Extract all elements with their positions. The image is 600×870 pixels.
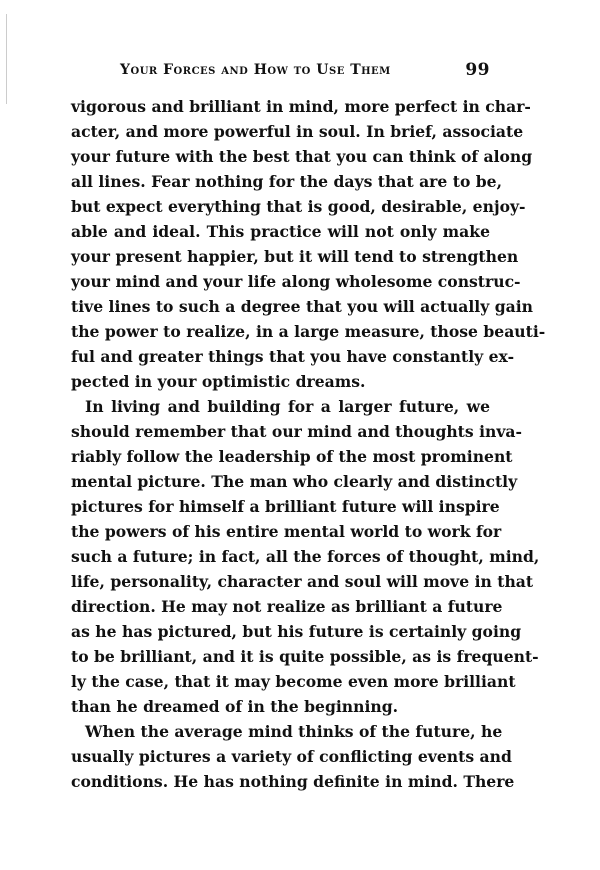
text-line: direction. He may not realize as brilliant a future xyxy=(71,597,503,616)
scan-margin-mark xyxy=(6,14,7,104)
text-line: all lines. Fear nothing for the days that are to be, xyxy=(71,172,503,191)
running-header xyxy=(120,60,490,84)
text-line: pictures for himself a brilliant future will inspire xyxy=(71,497,500,516)
text-line: as he has pictured, but his future is certainly going xyxy=(71,622,522,641)
text-line: the powers of his entire mental world to work for xyxy=(71,522,502,541)
page-number: 99 xyxy=(465,60,490,80)
text-line: pected in your optimistic dreams. xyxy=(71,372,366,391)
text-line: riably follow the leadership of the most prominent xyxy=(71,447,513,466)
running-title: Your Forces and How to Use Them xyxy=(120,62,391,78)
text-line: ly the case, that it may become even more brilliant xyxy=(71,672,516,691)
text-line: such a future; in fact, all the forces of thought, mind, xyxy=(71,547,540,566)
text-line: able and ideal. This practice will not only make xyxy=(71,222,490,241)
text-line: should remember that our mind and thoughts inva- xyxy=(71,422,522,441)
text-line: conditions. He has nothing definite in mind. There xyxy=(71,772,515,791)
text-line: your mind and your life along wholesome construc- xyxy=(71,272,521,291)
text-line: but expect everything that is good, desirable, enjoy- xyxy=(71,197,526,216)
text-line: usually pictures a variety of conflicting events and xyxy=(71,747,512,766)
text-line: to be brilliant, and it is quite possible, as is frequent- xyxy=(71,647,539,666)
text-line: your present happier, but it will tend to strengthen xyxy=(71,247,519,266)
page-body xyxy=(71,94,546,794)
text-line: ful and greater things that you have constantly ex- xyxy=(71,347,515,366)
text-line: When the average mind thinks of the future, he xyxy=(85,722,503,741)
text-line: your future with the best that you can think of along xyxy=(71,147,533,166)
text-line: mental picture. The man who clearly and distinctly xyxy=(71,472,518,491)
text-line: In living and building for a larger future, we xyxy=(85,397,490,416)
text-line: than he dreamed of in the beginning. xyxy=(71,697,399,716)
text-line: the power to realize, in a large measure, those beauti- xyxy=(71,322,546,341)
text-line: life, personality, character and soul will move in that xyxy=(71,572,534,591)
text-line: tive lines to such a degree that you will actually gain xyxy=(71,297,533,316)
text-line: vigorous and brilliant in mind, more perfect in char- xyxy=(71,97,531,116)
text-line: acter, and more powerful in soul. In brief, associate xyxy=(71,122,524,141)
